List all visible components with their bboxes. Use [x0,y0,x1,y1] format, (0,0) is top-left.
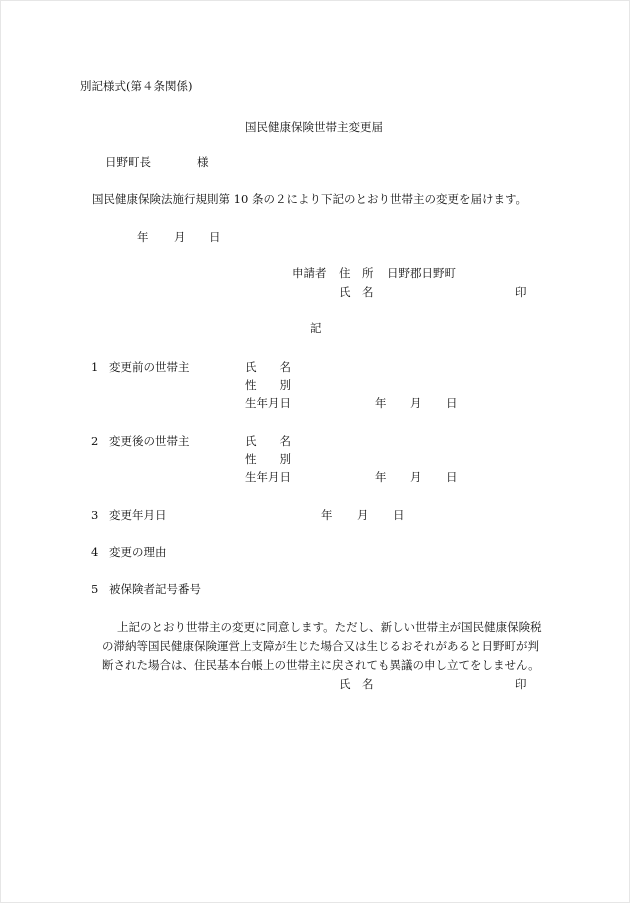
item-number: 3 [91,508,99,522]
consent-line: 断された場合は、住民基本台帳上の世帯主に戻されても異議の申し立てをしません。 [102,658,540,672]
field-name-label: 氏 名 [245,434,291,448]
date-day: 日 [209,230,221,244]
applicant-address-label: 住 所 [339,266,374,280]
form-label: 別記様式(第４条関係) [80,79,193,93]
item-label: 変更後の世帯主 [109,434,190,448]
applicant-name-label: 氏 名 [339,285,374,299]
addressee-town: 日野町長 [105,155,151,169]
item-number: 2 [91,434,99,448]
change-year: 年 [321,508,333,522]
applicant-seal: 印 [515,285,527,299]
change-month: 月 [357,508,369,522]
birth-day: 日 [446,470,458,484]
item-number: 1 [91,360,99,374]
consent-seal: 印 [515,677,527,691]
intro-text: 国民健康保険法施行規則第 10 条の２により下記のとおり世帯主の変更を届けます。 [92,192,528,206]
birth-day: 日 [446,396,458,410]
birth-month: 月 [410,470,422,484]
item-label: 変更の理由 [109,545,167,559]
field-birth-label: 生年月日 [245,396,291,410]
birth-month: 月 [410,396,422,410]
consent-line: 上記のとおり世帯主の変更に同意します。ただし、新しい世帯主が国民健康保険税 [117,620,542,634]
consent-name-label: 氏 名 [339,677,374,691]
ki-heading: 記 [310,321,322,335]
item-number: 5 [91,582,99,596]
addressee-honorific: 様 [197,155,209,169]
item-label: 変更前の世帯主 [109,360,190,374]
birth-year: 年 [375,396,387,410]
field-gender-label: 性 別 [245,378,291,392]
item-number: 4 [91,545,99,559]
field-gender-label: 性 別 [245,452,291,466]
birth-year: 年 [375,470,387,484]
item-label: 被保険者記号番号 [109,582,201,596]
document-title: 国民健康保険世帯主変更届 [245,120,383,134]
date-year: 年 [137,230,149,244]
field-birth-label: 生年月日 [245,470,291,484]
change-day: 日 [393,508,405,522]
applicant-label: 申請者 [292,266,327,280]
applicant-address-value: 日野郡日野町 [387,266,456,280]
date-month: 月 [174,230,186,244]
item-label: 変更年月日 [109,508,167,522]
field-name-label: 氏 名 [245,360,291,374]
consent-line: の滞納等国民健康保険運営上支障が生じた場合又は生じるおそれがあると日野町が判 [102,639,539,653]
